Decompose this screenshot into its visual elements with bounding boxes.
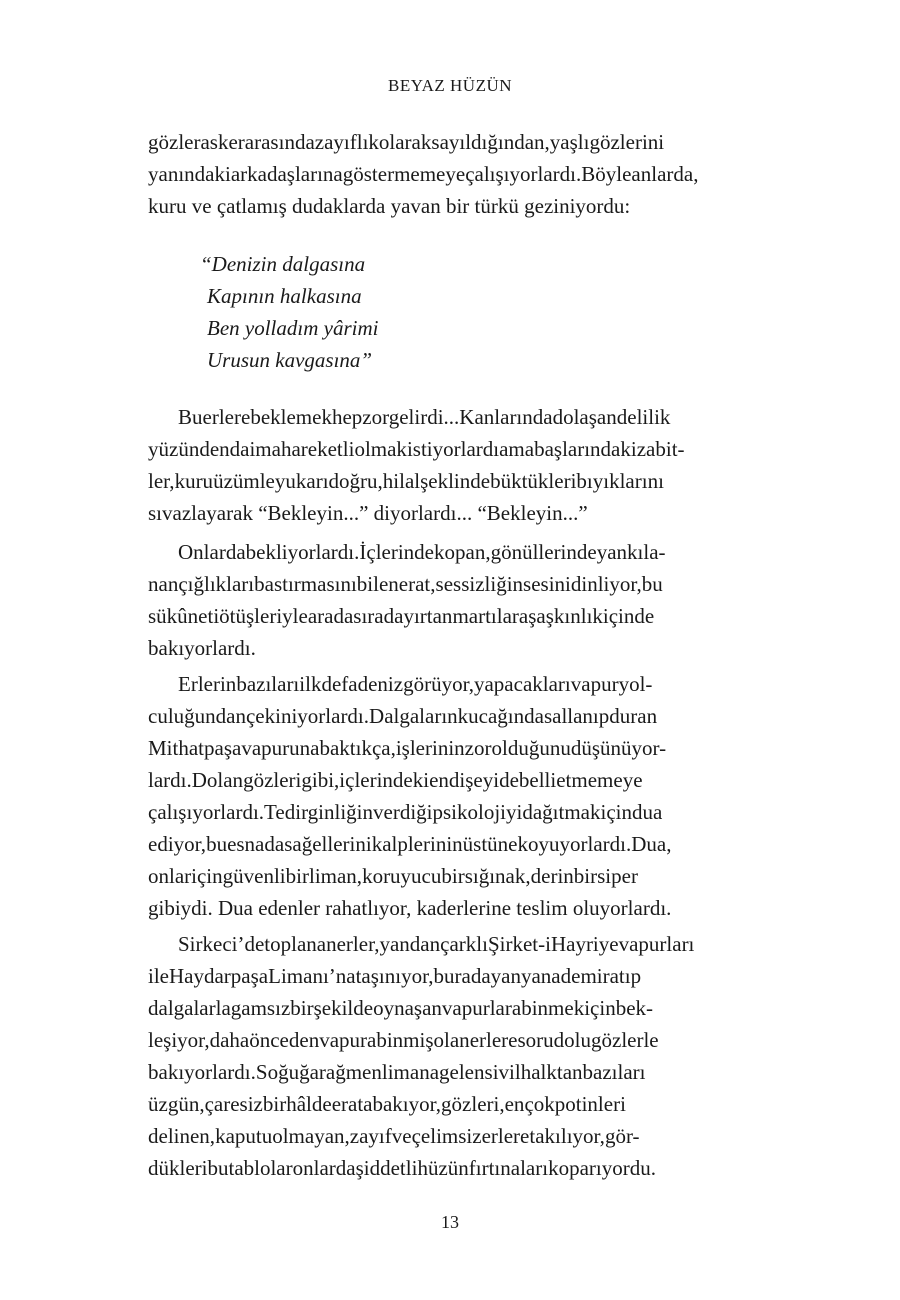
word: en [504, 1092, 525, 1116]
text-line [148, 1024, 766, 1056]
text-line: sıvazlayarak “Bekleyin...” diyorlardı... “Bekleyin...” [148, 501, 588, 525]
word: gözleri [243, 768, 302, 792]
word: bakıyor, [372, 1092, 442, 1116]
word: bu [641, 572, 663, 596]
word: sivil [484, 1060, 521, 1084]
word: doğru, [328, 469, 383, 493]
word: belli [518, 768, 557, 792]
word: bek- [615, 996, 654, 1020]
paragraph-2 [148, 401, 766, 529]
text-line [148, 1088, 766, 1120]
word: dua [632, 800, 663, 824]
poem-quote [200, 248, 378, 376]
word: Dalgaların [369, 704, 458, 728]
word: erlere [202, 405, 251, 429]
word: soru [517, 1028, 554, 1052]
word: fırtınaları [468, 1156, 549, 1180]
word: hep [331, 405, 363, 429]
word: atıp [609, 964, 642, 988]
word: olmak [354, 437, 407, 461]
word: çalışıyorlardı. [465, 162, 582, 186]
text-line [148, 433, 766, 465]
word: beklemek [250, 405, 332, 429]
word: yapacakları [473, 672, 571, 696]
word: yan [490, 964, 521, 988]
word: delinen, [148, 1124, 216, 1148]
word: için [584, 996, 616, 1020]
word: koyuyorlardı. [517, 832, 632, 856]
word: için [191, 864, 223, 888]
word: kucağında [457, 704, 544, 728]
word: koruyucu [362, 864, 442, 888]
word: çelimsiz [411, 1124, 482, 1148]
word: koparıyordu. [548, 1156, 656, 1180]
word: ötüşleriyle [219, 604, 308, 628]
word: göstermemeye [342, 162, 466, 186]
word: istiyorlardı [406, 437, 500, 461]
word: Erlerin [178, 672, 237, 696]
word: leşiyor, [148, 1028, 210, 1052]
word: oynaşan [373, 996, 442, 1020]
word: sağ [284, 832, 313, 856]
word: bu [206, 832, 228, 856]
word: bir [441, 864, 465, 888]
word: kaputu [215, 1124, 273, 1148]
poem-line: Urusun kavgasına” [207, 348, 373, 372]
word: ediyor, [148, 832, 207, 856]
text-line [148, 465, 766, 497]
word: şeklinde [420, 469, 491, 493]
word: çekiniyorlardı. [245, 704, 370, 728]
word: Kanlarında [459, 405, 553, 429]
word: dağıtmak [522, 800, 601, 824]
word: arkadaşlarına [230, 162, 343, 186]
word: kalplerinin [371, 832, 463, 856]
word: Böyle [581, 162, 632, 186]
word: defa [321, 672, 358, 696]
word: yankıla- [596, 540, 666, 564]
word: İçlerinde [359, 540, 434, 564]
text-line: kuru ve çatlamış dudaklarda yavan bir türkü geziniyordu: [148, 194, 631, 218]
word: erata [331, 1092, 373, 1116]
paragraph-5 [148, 928, 766, 1184]
word: vapurları [618, 932, 695, 956]
text-line [148, 796, 766, 828]
word: bastırmasını [254, 572, 357, 596]
word: dalgalarla [148, 996, 231, 1020]
text-line [148, 126, 766, 158]
page-number: 13 [441, 1212, 459, 1232]
word: dükleri [148, 1156, 208, 1180]
running-head: BEYAZ HÜZÜN [387, 76, 513, 95]
word: taşınıyor, [355, 964, 434, 988]
word: arada [307, 604, 354, 628]
word: hâlde [286, 1092, 332, 1116]
word: erler, [336, 932, 380, 956]
word: etmemeye [556, 768, 643, 792]
word: gözleri, [441, 1092, 505, 1116]
word: gamsız [230, 996, 291, 1020]
word: burada [433, 964, 491, 988]
word: Dolan [191, 768, 244, 792]
word: büktükleri [490, 469, 577, 493]
text-line [148, 401, 766, 433]
word: Hayriye [550, 932, 619, 956]
word: çok [524, 1092, 555, 1116]
text-line [148, 1120, 766, 1152]
word: deniz [357, 672, 404, 696]
word: binmek [521, 996, 585, 1020]
word: Onlar [178, 540, 226, 564]
word: üzgün, [148, 1092, 205, 1116]
poem-line: Kapının halkasına [207, 284, 362, 308]
poem-line: “Denizin dalgasına [200, 252, 366, 276]
text-line [148, 928, 766, 960]
word: vapur [570, 672, 619, 696]
word: içinde [602, 604, 655, 628]
word: ler, [148, 469, 175, 493]
word: sesini [523, 572, 571, 596]
word: erlere [469, 1028, 518, 1052]
word: çalışıyorlardı. [148, 800, 265, 824]
text-line [148, 158, 766, 190]
word: yandan [379, 932, 441, 956]
word: daima [229, 437, 281, 461]
word: tablolar [228, 1156, 293, 1180]
word: endişeyi [429, 768, 500, 792]
word: vapurlara [441, 996, 522, 1020]
word: takılıyor, [529, 1124, 605, 1148]
word: liman, [308, 864, 363, 888]
word: yanındaki [148, 162, 231, 186]
word: sayıldığından, [431, 130, 550, 154]
word: için [600, 800, 633, 824]
word: gelirdi... [388, 405, 460, 429]
word: yukarı [274, 469, 329, 493]
word: bir [573, 864, 598, 888]
word: kuru [174, 469, 214, 493]
word: duran [609, 704, 658, 728]
word: şaşkınlık [528, 604, 603, 628]
word: hüzün [417, 1156, 469, 1180]
text-line: gibiydi. Dua edenler rahatlıyor, kaderlerine teslim oluyorlardı. [148, 896, 672, 920]
word: zayıf [349, 1124, 392, 1148]
word: sessizliğin [435, 572, 524, 596]
word: dolu [553, 1028, 591, 1052]
word: üstüne [462, 832, 518, 856]
paragraph-1 [148, 126, 766, 222]
word: vapura [319, 1028, 377, 1052]
text-line: bakıyorlardı. [148, 636, 256, 660]
text-line [148, 960, 766, 992]
word: kopan, [434, 540, 491, 564]
word: ile [148, 964, 169, 988]
word: içlerindeki [339, 768, 430, 792]
word: olarak [378, 130, 432, 154]
word: Bu [178, 405, 203, 429]
word: halktan [520, 1060, 583, 1084]
word: gözlerle [591, 1028, 659, 1052]
word: toplanan [264, 932, 337, 956]
text-line [148, 600, 766, 632]
word: erlere [481, 1124, 530, 1148]
text-line [148, 828, 766, 860]
word: bekliyorlardı. [245, 540, 360, 564]
word: Mithatpaşa [148, 736, 242, 760]
word: Dua, [631, 832, 672, 856]
word: çaresiz [204, 1092, 263, 1116]
word: dolaşan [552, 405, 617, 429]
word: culuğundan [148, 704, 246, 728]
word: ellerini [312, 832, 372, 856]
word: baktıkça, [319, 736, 396, 760]
word: bu [207, 1156, 229, 1180]
word: güvenli [222, 864, 286, 888]
word: gönüllerinde [490, 540, 597, 564]
paragraph-3 [148, 536, 766, 664]
poem-line: Ben yolladım yârimi [207, 316, 379, 340]
word: martılara [452, 604, 529, 628]
word: ilk [299, 672, 322, 696]
word: şekilde [313, 996, 374, 1020]
word: onlarda [292, 1156, 356, 1180]
word: hilal [382, 469, 421, 493]
text-line [148, 860, 766, 892]
word: sığınak, [464, 864, 531, 888]
word: Haydarpaşa [169, 964, 269, 988]
word: derin [530, 864, 574, 888]
word: olmayan, [272, 1124, 350, 1148]
word: anlarda, [631, 162, 699, 186]
word: üzümle [213, 469, 275, 493]
word: lardı. [148, 768, 192, 792]
word: de [499, 768, 519, 792]
word: verdiği [373, 800, 433, 824]
word: gözler [148, 130, 201, 154]
word: olan [433, 1028, 470, 1052]
word: binmiş [376, 1028, 434, 1052]
word: da [225, 540, 246, 564]
word: zayıflık [314, 130, 379, 154]
word: Tedirginliğin [264, 800, 374, 824]
word: şiddetli [355, 1156, 418, 1180]
word: yırtan [403, 604, 453, 628]
word: Soğuğa [255, 1060, 319, 1084]
word: bıyıklarını [576, 469, 664, 493]
word: başlarındaki [534, 437, 637, 461]
word: gelen [439, 1060, 485, 1084]
word: Şirket-i [487, 932, 551, 956]
word: işlerinin [395, 736, 465, 760]
word: çarklı [440, 932, 488, 956]
word: bilen [356, 572, 399, 596]
word: çığlıkları [178, 572, 255, 596]
word: delilik [616, 405, 671, 429]
word: ama [499, 437, 535, 461]
text-line [148, 568, 766, 600]
word: limana [381, 1060, 440, 1084]
word: sırada [353, 604, 404, 628]
word: yüzünden [148, 437, 230, 461]
word: demir [560, 964, 610, 988]
word: ve [391, 1124, 412, 1148]
word: zor [362, 405, 389, 429]
word: gözlerini [589, 130, 665, 154]
word: bakıyorlardı. [148, 1060, 256, 1084]
word: bir [262, 1092, 287, 1116]
word: nan [148, 572, 179, 596]
word: bazıları [582, 1060, 646, 1084]
word: olduğunu [491, 736, 571, 760]
word: esnada [227, 832, 285, 856]
paragraph-4 [148, 668, 766, 924]
word: bir [290, 996, 314, 1020]
word: zabit- [636, 437, 685, 461]
word: sallanıp [543, 704, 610, 728]
text-line [148, 536, 766, 568]
text-line [148, 1056, 766, 1088]
word: potinleri [554, 1092, 626, 1116]
word: hareketli [280, 437, 355, 461]
word: dinliyor, [570, 572, 642, 596]
word: rağmen [318, 1060, 382, 1084]
word: bazıları [236, 672, 300, 696]
word: daha [209, 1028, 250, 1052]
word: yana [520, 964, 561, 988]
text-line [148, 1152, 766, 1184]
word: görüyor, [403, 672, 474, 696]
text-line [148, 732, 766, 764]
word: sükûneti [148, 604, 220, 628]
word: gör- [604, 1124, 640, 1148]
word: erat, [398, 572, 436, 596]
word: düşünüyor- [570, 736, 667, 760]
word: Sirkeci’de [178, 932, 265, 956]
word: psikolojiyi [432, 800, 523, 824]
word: arasında [244, 130, 315, 154]
text-line [148, 764, 766, 796]
text-line [148, 992, 766, 1024]
word: vapuruna [241, 736, 320, 760]
word: yol- [618, 672, 653, 696]
word: onlar [148, 864, 192, 888]
text-line [148, 700, 766, 732]
word: gibi, [301, 768, 340, 792]
word: bir [285, 864, 309, 888]
word: asker [200, 130, 245, 154]
word: zor [464, 736, 492, 760]
text-line [148, 668, 766, 700]
word: Limanı’na [268, 964, 356, 988]
word: yaşlı [549, 130, 590, 154]
word: siper [597, 864, 638, 888]
word: önceden [249, 1028, 320, 1052]
